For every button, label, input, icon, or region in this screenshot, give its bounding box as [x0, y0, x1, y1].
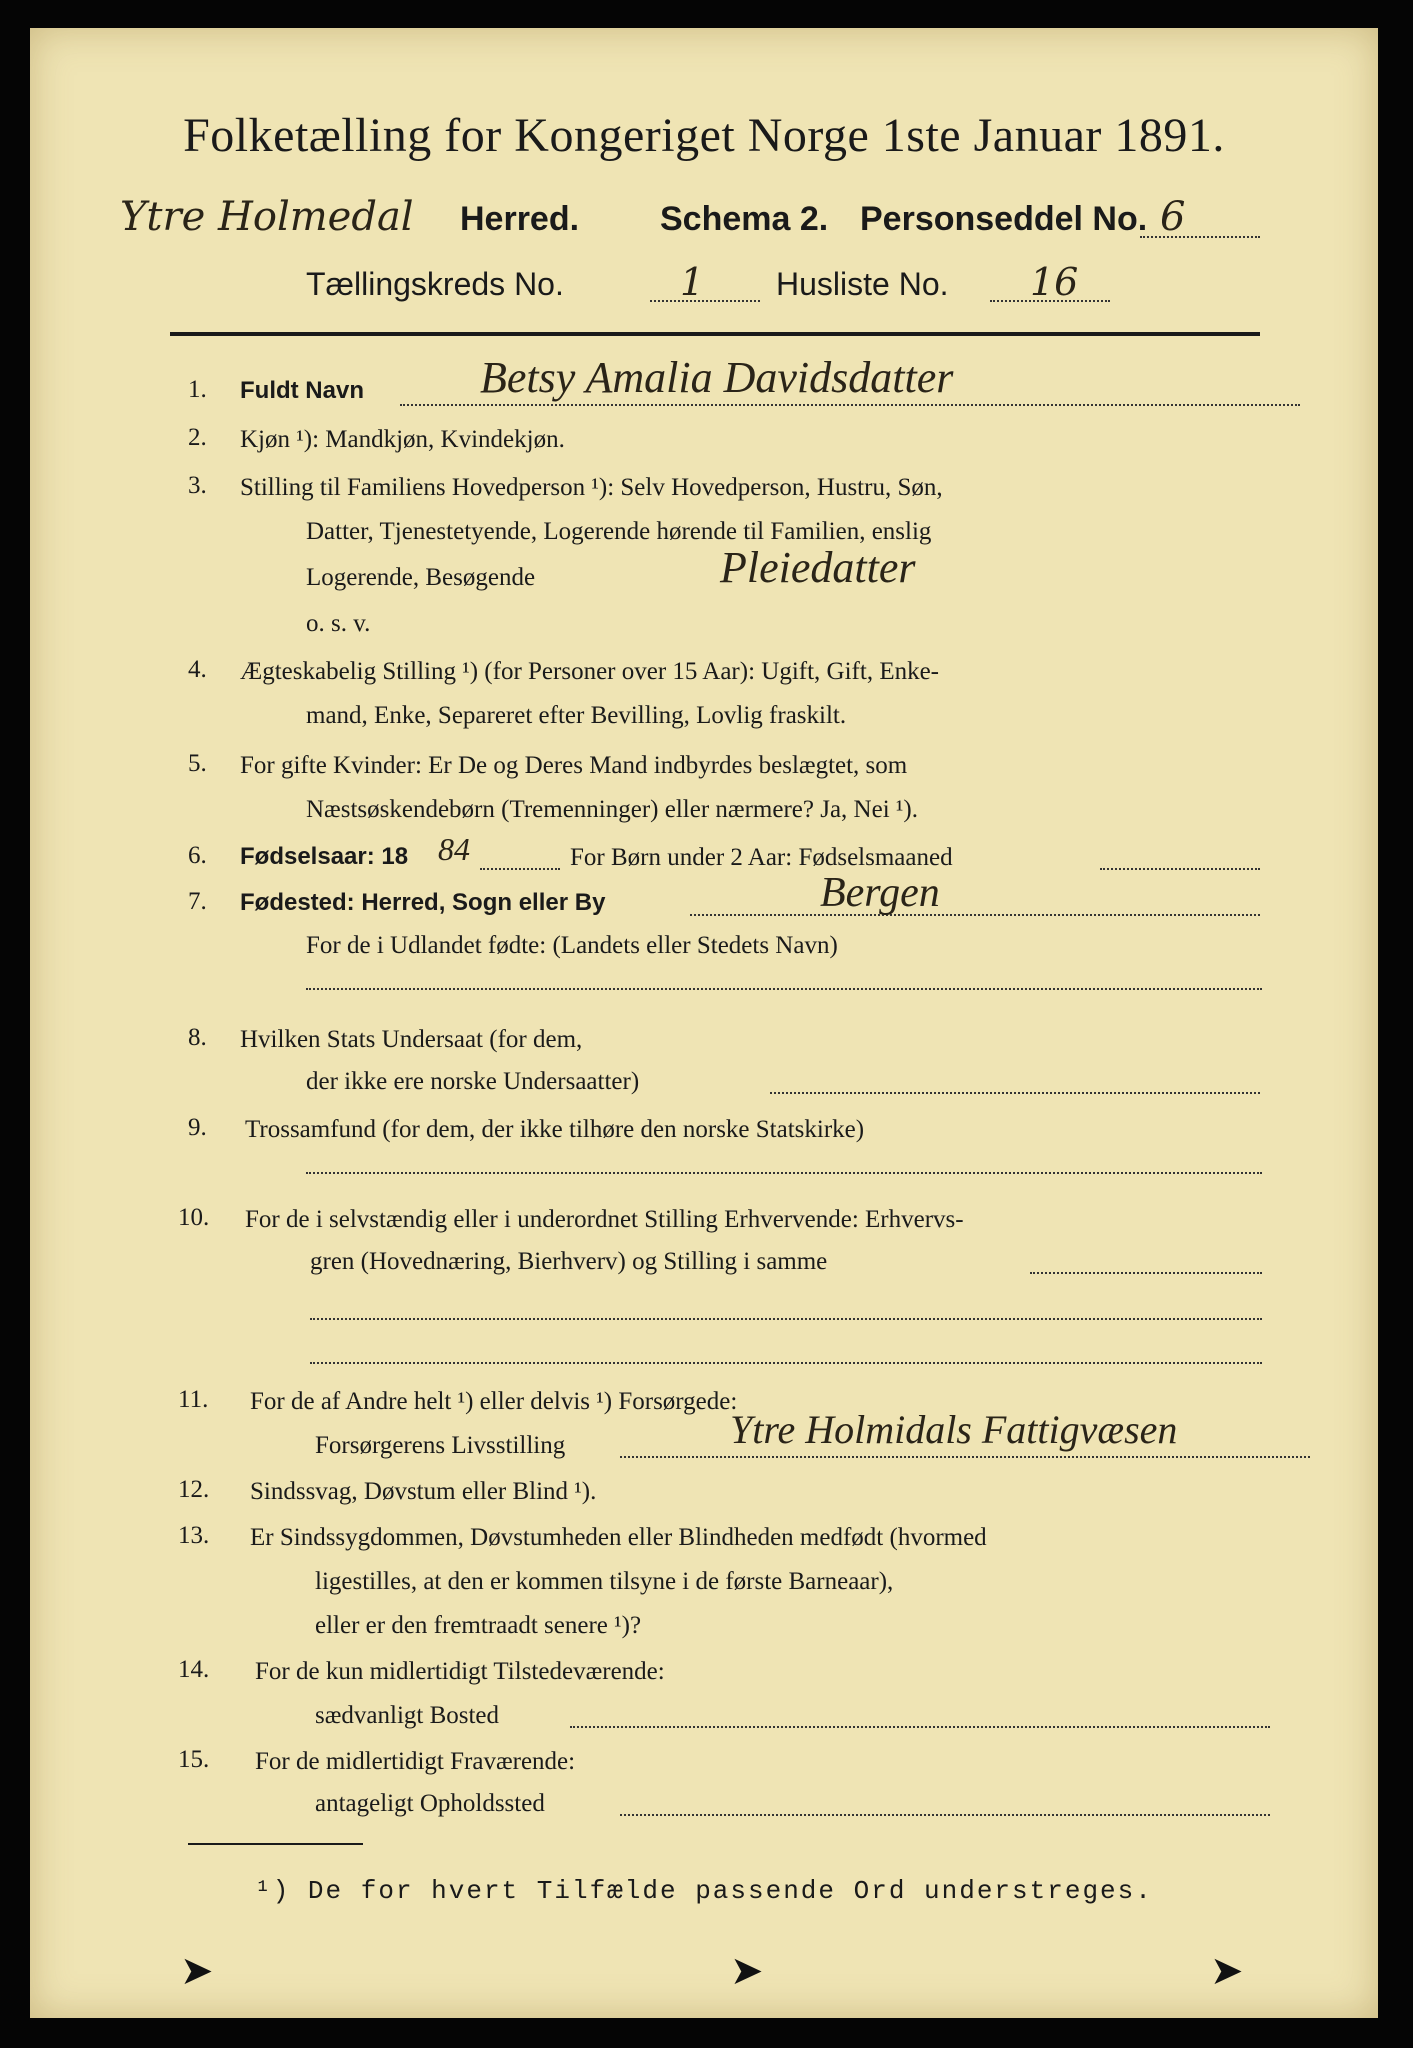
item-9-num: 9. — [188, 1114, 207, 1141]
item-7-dots-2 — [306, 988, 1262, 990]
item-11-dots — [620, 1456, 1310, 1458]
item-1-num: 1. — [188, 376, 207, 403]
item-14-dots — [570, 1726, 1270, 1728]
item-2-num: 2. — [188, 424, 207, 451]
form-title: Folketælling for Kongeriget Norge 1ste Januar 1891. — [183, 109, 1225, 162]
item-3-num: 3. — [188, 472, 207, 499]
item-3-value: Pleiedatter — [720, 543, 916, 592]
item-6-dots-2 — [1100, 868, 1260, 870]
item-6-num: 6. — [188, 842, 207, 869]
corner-mark-right-icon: ➤ — [1210, 1948, 1244, 1994]
item-10-dots-3 — [310, 1362, 1262, 1364]
item-8-dots — [770, 1092, 1260, 1094]
item-7-line-1: Fødested: Herred, Sogn eller By — [240, 889, 606, 916]
header-rule — [170, 332, 1260, 336]
item-9-line-1: Trossamfund (for dem, der ikke tilhøre den norske Statskirke) — [245, 1116, 865, 1143]
herred-value: Ytre Holmedal — [120, 194, 414, 240]
husliste-value: 16 — [1030, 260, 1079, 304]
item-13-line-3: eller er den fremtraadt senere ¹)? — [315, 1612, 642, 1639]
census-form — [30, 28, 1378, 2018]
taellingskreds-value: 1 — [680, 260, 705, 304]
item-3-line-2: Datter, Tjenestetyende, Logerende hørende til Familien, enslig — [306, 518, 932, 545]
item-14-line-1: For de kun midlertidigt Tilstedeværende: — [255, 1658, 665, 1685]
item-6-label: Fødselsaar: 18 — [240, 843, 409, 870]
item-7-num: 7. — [188, 888, 207, 915]
corner-mark-left-icon: ➤ — [180, 1948, 214, 1994]
item-1-dots — [400, 404, 1300, 406]
husliste-dots — [990, 300, 1110, 302]
item-10-dots-2 — [310, 1318, 1262, 1320]
footnote-rule — [188, 1843, 363, 1845]
item-6-value: 84 — [438, 831, 470, 867]
schema-label: Schema 2. — [660, 200, 829, 238]
item-5-num: 5. — [188, 750, 207, 777]
item-7-line-2: For de i Udlandet fødte: (Landets eller Stedets Navn) — [306, 932, 838, 959]
item-14-line-2: sædvanligt Bosted — [315, 1702, 500, 1729]
personseddel-label: Personseddel No. — [860, 200, 1148, 238]
personseddel-value: 6 — [1160, 194, 1186, 240]
item-13-line-2: ligestilles, at den er kommen tilsyne i de første Barneaar), — [315, 1568, 894, 1595]
item-13-line-1: Er Sindssygdommen, Døvstumheden eller Blindheden medfødt (hvormed — [250, 1524, 987, 1551]
item-13-num: 13. — [178, 1522, 210, 1549]
item-3-line-4: o. s. v. — [306, 610, 371, 637]
item-11-num: 11. — [178, 1386, 209, 1413]
item-1-value: Betsy Amalia Davidsdatter — [480, 353, 954, 402]
taellingskreds-dots — [650, 300, 760, 302]
item-5-line-2: Næstsøskendebørn (Tremenninger) eller nærmere? Ja, Nei ¹). — [306, 796, 918, 823]
item-3-line-3: Logerende, Besøgende — [306, 564, 536, 591]
item-3-line-1: Stilling til Familiens Hovedperson ¹): Selv Hovedperson, Hustru, Søn, — [240, 474, 943, 501]
item-8-num: 8. — [188, 1024, 207, 1051]
item-15-num: 15. — [178, 1746, 210, 1773]
item-10-line-1: For de i selvstændig eller i underordnet Stilling Erhvervende: Erhvervs- — [245, 1206, 964, 1233]
item-8-line-2: der ikke ere norske Undersaatter) — [306, 1068, 640, 1095]
item-15-line-2: antageligt Opholdssted — [315, 1790, 545, 1817]
item-7-value: Bergen — [820, 870, 940, 916]
taellingskreds-label: Tællingskreds No. — [306, 266, 564, 302]
item-2-label: Kjøn ¹): Mandkjøn, Kvindekjøn. — [240, 426, 565, 453]
item-7-dots — [690, 914, 1260, 916]
item-10-dots-1 — [1030, 1272, 1262, 1274]
herred-label: Herred. — [460, 200, 580, 238]
item-15-line-1: For de midlertidigt Fraværende: — [255, 1748, 576, 1775]
footnote: ¹) De for hvert Tilfælde passende Ord understreges. — [255, 1876, 1153, 1906]
corner-mark-center-icon: ➤ — [730, 1948, 764, 1994]
item-10-num: 10. — [178, 1204, 210, 1231]
husliste-label: Husliste No. — [776, 266, 949, 302]
item-6-label-2: For Børn under 2 Aar: Fødselsmaaned — [570, 844, 953, 871]
item-10-line-2: gren (Hovednæring, Bierhverv) og Stilling i samme — [310, 1248, 828, 1275]
item-6-dots-1 — [480, 868, 560, 870]
item-12-num: 12. — [178, 1476, 210, 1503]
item-4-num: 4. — [188, 656, 207, 683]
item-9-dots — [306, 1172, 1262, 1174]
item-4-line-2: mand, Enke, Separeret efter Bevilling, Lovlig fraskilt. — [306, 702, 847, 729]
item-4-line-1: Ægteskabelig Stilling ¹) (for Personer over 15 Aar): Ugift, Gift, Enke- — [240, 658, 940, 685]
item-5-line-1: For gifte Kvinder: Er De og Deres Mand indbyrdes beslægtet, som — [240, 752, 908, 779]
item-1-label: Fuldt Navn — [240, 377, 364, 404]
item-11-line-1: For de af Andre helt ¹) eller delvis ¹) Forsørgede: — [250, 1388, 738, 1415]
item-15-dots — [620, 1814, 1270, 1816]
item-11-value: Ytre Holmidals Fattigvæsen — [730, 1407, 1178, 1452]
personseddel-dots — [1140, 236, 1260, 238]
item-11-line-2: Forsørgerens Livsstilling — [315, 1432, 566, 1459]
item-14-num: 14. — [178, 1656, 210, 1683]
item-12-line-1: Sindssvag, Døvstum eller Blind ¹). — [250, 1478, 597, 1505]
item-8-line-1: Hvilken Stats Undersaat (for dem, — [240, 1026, 583, 1053]
